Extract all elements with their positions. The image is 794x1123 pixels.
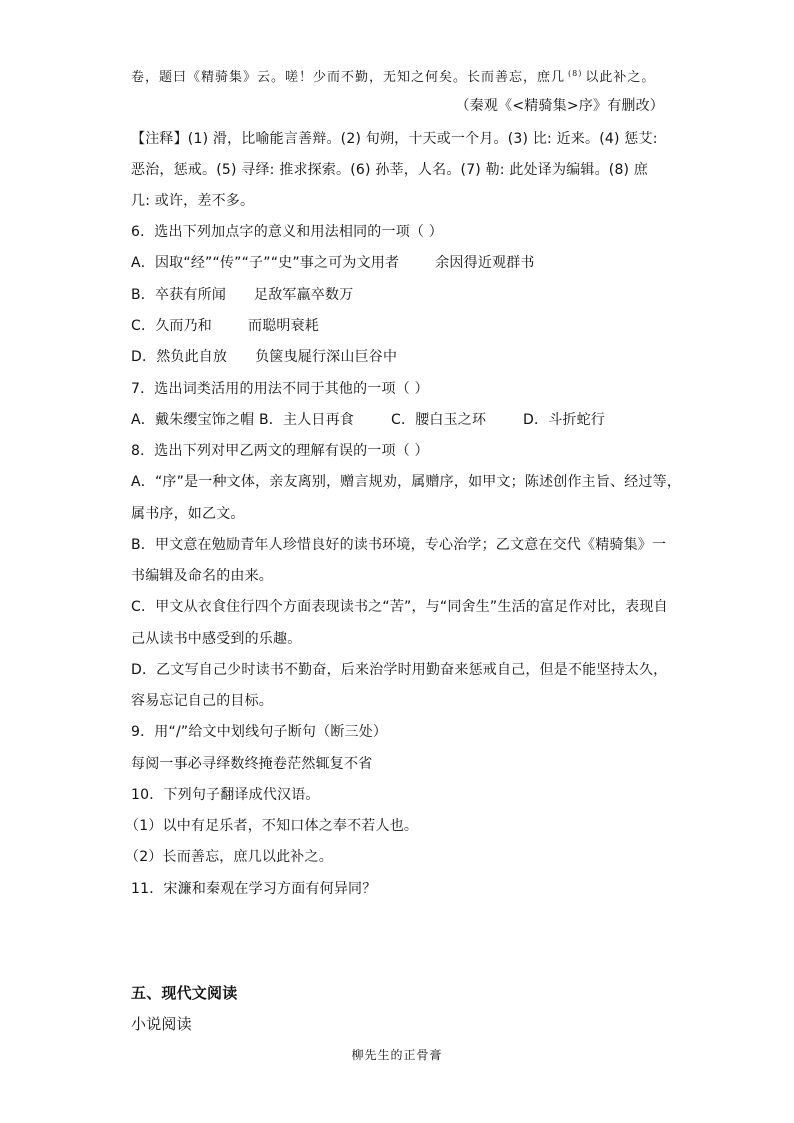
question-6-stem: 6．选出下列加点字的意义和用法相同的一项（ ）	[131, 224, 443, 240]
option-left-text: 然负此自放	[156, 349, 228, 365]
option-label: A．	[131, 412, 155, 428]
question-8-option-c-line-2: 己从读书中感受到的乐趣。	[131, 631, 302, 647]
question-7-option-c	[391, 411, 523, 429]
option-text: 戴朱缨宝饰之帽	[154, 412, 255, 428]
question-6-option-c	[131, 317, 319, 335]
question-8-option-b-line-1: B．甲文意在勉励青年人珍惜良好的读书环境，专心治学；乙文意在交代《精骑集》一	[131, 537, 667, 553]
question-10-item-1: （1）以中有足乐者，不知口体之奉不若人也。	[125, 818, 419, 834]
question-7-option-a	[131, 411, 259, 429]
option-left-text: 卒获有所闻	[155, 287, 227, 303]
passage-text: 卷，题曰《精骑集》云。嗟！少而不勤，无知之何矣。长而善忘，庶几	[131, 70, 566, 85]
question-10-stem: 10．下列句子翻译成代汉语。	[131, 787, 320, 803]
option-right-text: 足敌军羸卒数万	[254, 287, 354, 303]
passage-source: （秦观《<精骑集>序》有删改）	[455, 98, 664, 114]
question-7-options	[131, 411, 605, 429]
passage-text-end: 以此补之。	[585, 70, 656, 85]
option-right-text: 余因得近观群书	[435, 255, 535, 271]
option-text: 主人日再食	[283, 412, 355, 428]
question-6-option-d	[131, 348, 397, 366]
story-title: 柳先生的正骨膏	[351, 1048, 443, 1062]
option-right-text: 而聪明衰耗	[248, 318, 319, 334]
question-10-item-2: （2）长而善忘，庶几以此补之。	[125, 849, 333, 865]
question-7-option-b	[259, 411, 391, 429]
option-left-text: 久而乃和	[155, 318, 212, 334]
question-8-option-c-line-1: C．甲文从衣食住行四个方面表现读书之“苦”，与“同舍生”生活的富足作对比，表现自	[131, 599, 668, 615]
question-8-stem: 8．选出下列对甲乙两文的理解有误的一项（ ）	[131, 443, 429, 459]
notes-line-1: 【注释】(1) 滑，比喻能言善辩。(2) 旬朔，十天或一个月。(3) 比: 近来。(4) 惩艾:	[131, 131, 658, 147]
question-7-stem: 7．选出词类活用的用法不同于其他的一项（ ）	[131, 381, 429, 397]
option-label: B．	[131, 287, 156, 303]
option-text: 斗折蛇行	[548, 412, 605, 428]
option-label: C．	[391, 412, 416, 428]
question-8-option-a-line-2: 属书序，如乙文。	[131, 506, 245, 522]
option-label: D．	[523, 412, 549, 428]
option-label: A．	[131, 255, 155, 271]
option-text: 腰白玉之环	[415, 412, 487, 428]
option-right-text: 负箧曳屣行深山巨谷中	[255, 349, 398, 365]
question-8-option-d-line-2: 容易忘记自己的目标。	[131, 693, 273, 709]
question-6-option-b	[131, 286, 353, 304]
question-8-option-d-line-1: D．乙文写自己少时读书不勤奋，后来治学时用勤奋来惩戒自己，但是不能坚持太久，	[131, 662, 668, 678]
passage-last-line	[131, 65, 655, 87]
question-8-option-a-line-1: A．“序”是一种文体，亲友离别，赠言规劝，属赠序，如甲文；陈述创作主旨、经过等，	[131, 474, 682, 490]
option-label: C．	[131, 318, 156, 334]
question-6-option-a	[131, 254, 535, 272]
question-11-stem: 11．宋濂和秦观在学习方面有何异同？	[131, 881, 377, 897]
notes-line-3: 几: 或许，差不多。	[131, 193, 255, 209]
question-8-option-b-line-2: 书编辑及命名的由来。	[131, 568, 273, 584]
section-subheading: 小说阅读	[131, 1015, 192, 1033]
option-label: B．	[259, 412, 284, 428]
notes-line-2: 恶治，惩戒。(5) 寻绎: 推求探索。(6) 孙莘，人名。(7) 勒: 此处译为编辑。(8) 庶	[131, 162, 649, 178]
question-9-sentence: 每阅一事必寻绎数终掩卷茫然辄复不省	[131, 756, 373, 772]
option-left-text: 因取“经”“传”“子”“史”事之可为文用者	[154, 255, 400, 271]
option-label: D．	[131, 349, 157, 365]
section-heading: 五、现代文阅读	[131, 984, 238, 1002]
question-9-stem: 9．用“/”给文中划线句子断句（断三处）	[131, 724, 388, 740]
note-marker: (8)	[568, 69, 583, 78]
question-7-option-d	[523, 412, 605, 428]
